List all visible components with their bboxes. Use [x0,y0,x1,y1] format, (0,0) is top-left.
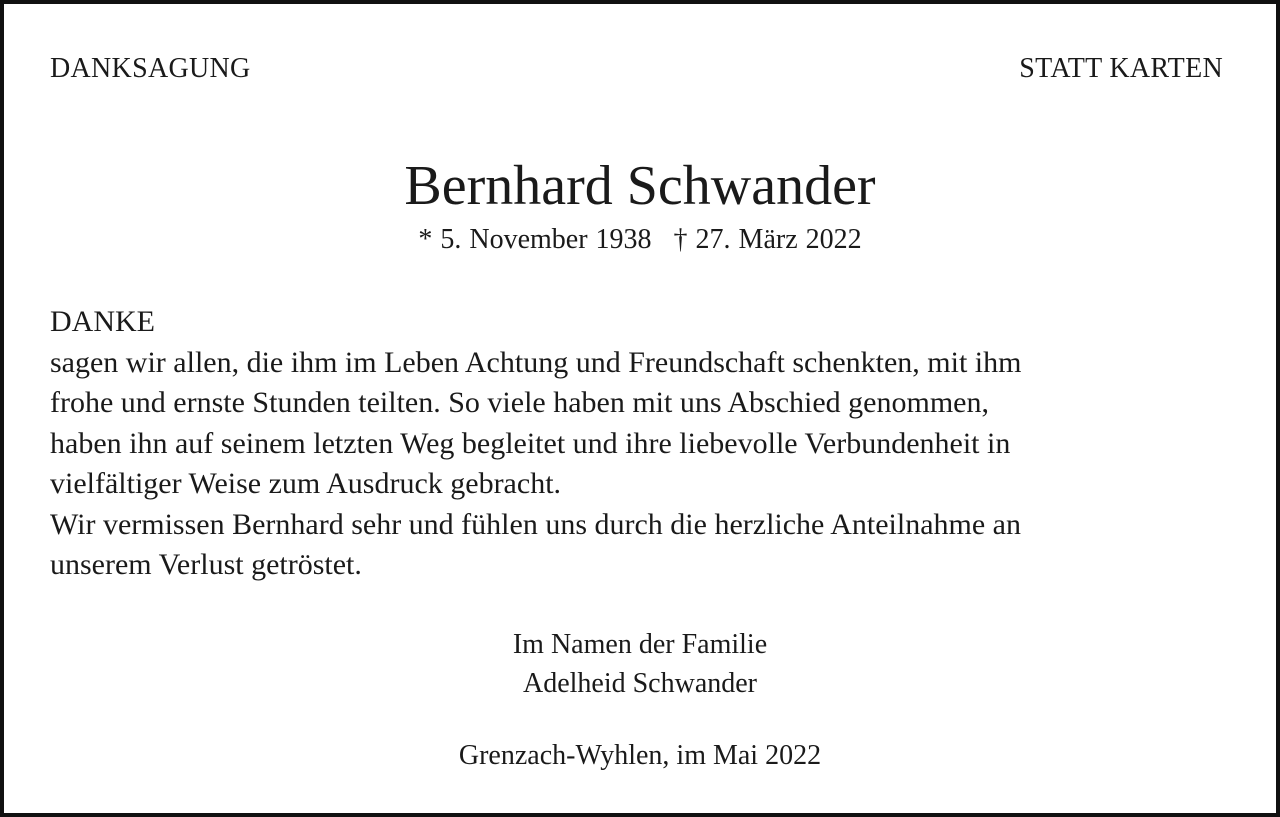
message-line: haben ihn auf seinem letzten Weg begleitet und ihre liebevolle Verbundenheit in [50,426,1011,460]
signature-block [4,625,1276,703]
message-line: unserem Verlust getröstet. [50,548,362,581]
signature-line-family: Im Namen der Familie [512,629,768,660]
message-line: Wir vermissen Bernhard sehr und fühlen uns durch die herzliche Anteilnahme an [50,507,1021,541]
header-danksagung: DANKSAGUNG [50,53,251,84]
birth-date: * 5. November 1938 [418,224,652,255]
message-line: vielfältiger Weise zum Ausdruck gebracht. [50,467,562,500]
place-and-date: Grenzach-Wyhlen, im Mai 2022 [458,740,822,771]
death-date: † 27. März 2022 [673,224,862,255]
message-heading: DANKE [50,305,155,338]
thanks-message [50,302,1240,586]
life-dates [4,223,1276,257]
message-line: sagen wir allen, die ihm im Leben Achtung und Freundschaft schenkten, mit ihm [50,345,1022,379]
header-statt-karten: STATT KARTEN [1019,53,1223,84]
deceased-name: Bernhard Schwander [404,155,876,217]
message-line: frohe und ernste Stunden teilten. So viele haben mit uns Abschied genommen, [50,386,989,419]
signature-line-name: Adelheid Schwander [522,668,758,699]
